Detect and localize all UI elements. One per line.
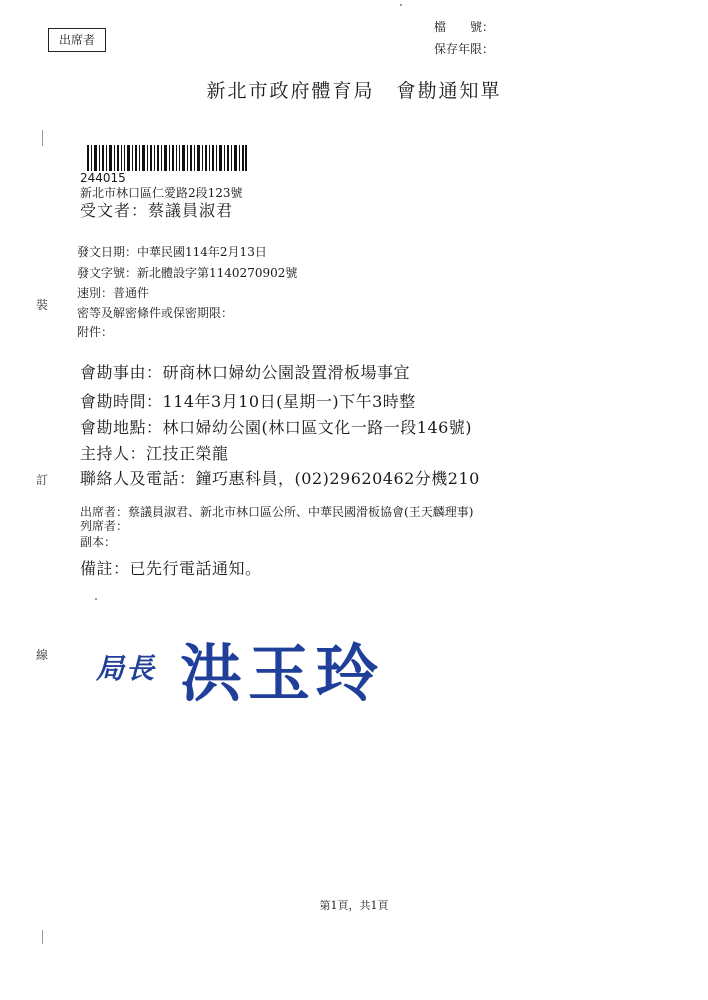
document-number-label: 發文字號： [77, 266, 138, 280]
retention-label: 保存年限： [434, 42, 495, 56]
scan-speck [95, 598, 97, 600]
inspection-time-value: 114年3月10日(星期一)下午3時整 [162, 392, 416, 411]
recipient-address: 新北市林口區仁愛路2段123號 [80, 186, 243, 200]
inspection-reason-label: 會勘事由： [80, 363, 163, 382]
inspection-time-label: 會勘時間： [80, 392, 163, 411]
signature-title: 局長 [96, 652, 157, 685]
copy-label: 副本： [80, 535, 117, 549]
recipient-label: 受文者： [80, 201, 149, 220]
recipient-name: 蔡議員淑君 [148, 201, 234, 220]
issue-date [77, 243, 267, 260]
contact [80, 466, 480, 489]
binding-tick-bottom [42, 930, 43, 944]
speed-value: 普通件 [113, 286, 150, 300]
secrecy-label: 密等及解密條件或保密期限： [77, 306, 234, 320]
director-signature [96, 620, 436, 710]
copy-to [80, 533, 116, 550]
speed-class [77, 284, 149, 301]
signature-name: 洪玉玲 [180, 637, 385, 710]
document-number-value: 新北體設字第1140270902號 [137, 266, 298, 280]
binding-char-zhuang: 裝 [36, 298, 49, 312]
attendees-label: 出席者： [80, 505, 129, 519]
attendee-box: 出席者 [48, 28, 106, 52]
speed-label: 速別： [77, 286, 114, 300]
observers-label: 列席者： [80, 519, 129, 533]
remark [80, 556, 262, 579]
inspection-time [80, 389, 416, 412]
observers [80, 517, 128, 534]
title-organization: 新北市政府體育局 [206, 80, 375, 102]
attendees-value: 蔡議員淑君、新北市林口區公所、中華民國滑板協會(王天麟理事) [128, 505, 474, 519]
contact-value: 鐘巧惠科員，(02)29620462分機210 [195, 469, 480, 488]
remark-label: 備註： [80, 559, 130, 578]
inspection-reason-value: 研商林口婦幼公園設置滑板場事宜 [162, 363, 411, 382]
recipient-line [80, 198, 233, 221]
attachment-label: 附件： [77, 325, 114, 339]
attachments [77, 323, 113, 340]
document-title [0, 76, 708, 103]
recipient-zip: 244015 [80, 171, 126, 185]
contact-label: 聯絡人及電話： [80, 469, 196, 488]
title-document-type: 會勘通知單 [396, 80, 502, 102]
barcode [87, 145, 247, 171]
host-value: 江技正榮龍 [146, 444, 229, 463]
secrecy-level [77, 304, 233, 321]
binding-tick [42, 130, 43, 146]
scan-speck [400, 4, 402, 6]
inspection-reason [80, 360, 410, 383]
inspection-place [80, 415, 472, 438]
host-label: 主持人： [80, 444, 147, 463]
inspection-place-label: 會勘地點： [80, 418, 163, 437]
inspection-place-value: 林口婦幼公園(林口區文化一路一段146號) [162, 418, 473, 437]
host [80, 441, 229, 464]
attendees [80, 503, 473, 520]
issue-date-label: 發文日期： [77, 245, 138, 259]
document-number [77, 264, 297, 281]
remark-value: 已先行電話通知。 [129, 559, 262, 578]
binding-char-ding: 訂 [36, 473, 49, 487]
file-number-label: 檔 號： [434, 20, 495, 34]
issue-date-value: 中華民國114年2月13日 [137, 245, 267, 259]
binding-char-xian: 線 [36, 648, 49, 662]
page-number: 第1頁，共1頁 [319, 899, 389, 912]
